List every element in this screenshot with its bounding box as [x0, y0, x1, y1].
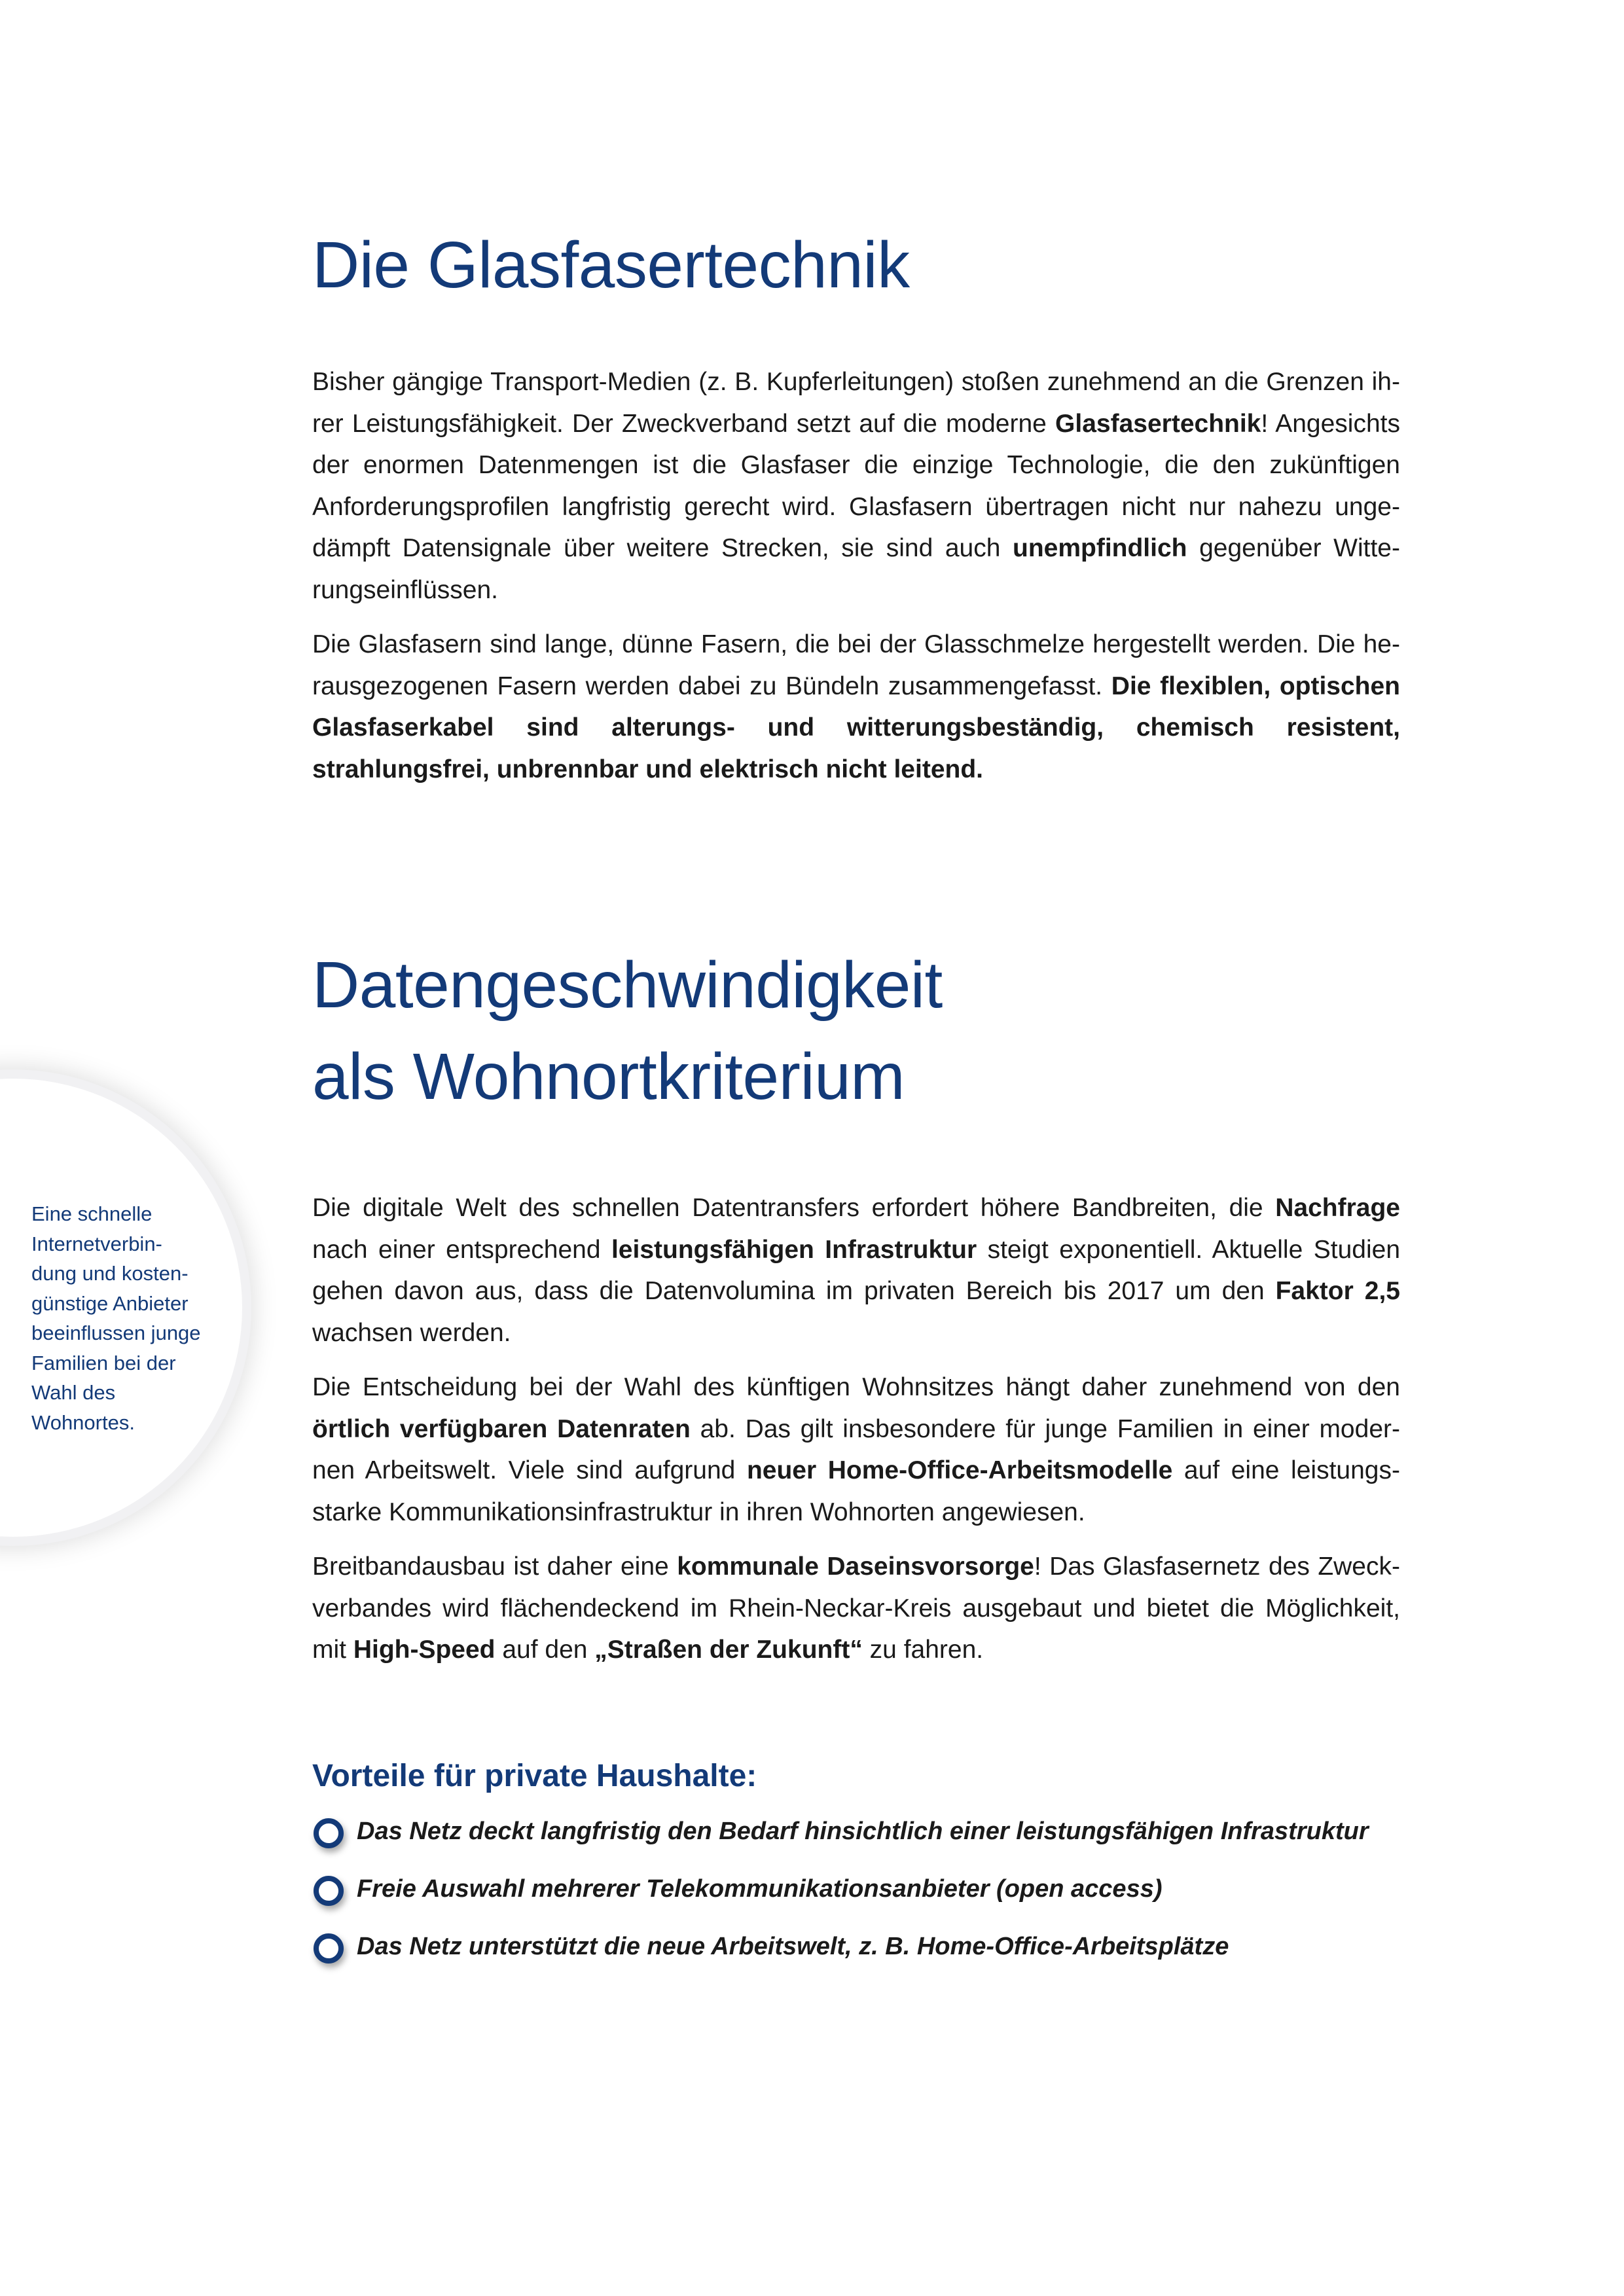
- paragraph-text: Breitbandausbau ist daher eine: [312, 1552, 677, 1581]
- heading-line-2: als Wohnortkriterium: [312, 1040, 905, 1113]
- paragraph-text: ! Angesichts der enormen Datenmengen ist die Glasfaser die einzige Technologie, die den zukünftigen Anforderungsprofilen langfristig gerecht wird. Glasfasern übertragen nicht nur nahezu ungedämpft Datensignale über weitere Strecken, sie sind auch: [312, 409, 1400, 562]
- emphasis-text: „Straßen der Zukunft“: [594, 1636, 863, 1664]
- emphasis-text: kommunale Daseinsvorsorge: [677, 1552, 1034, 1581]
- paragraph-text: Bisher gängige Transport-Medien (z. B. Kupferleitungen) stoßen zunehmend an die Grenzen ihrer Leistungsfähigkeit. Der Zweckverband setzt auf die moderne: [312, 368, 1400, 438]
- body-paragraph: [312, 1187, 1400, 1354]
- paragraph-text: auf den: [495, 1636, 595, 1664]
- callout-line: Familien bei der: [31, 1351, 176, 1374]
- callout-line: Internetverbin-: [31, 1232, 162, 1255]
- paragraph-text: wachsen werden.: [312, 1318, 511, 1347]
- emphasis-text: Die flexiblen, optischen Glasfaserkabel sind alterungs- und witterungsbeständig, chemisch resistent, strahlungsfrei, unbrennbar und elektrisch nicht leitend.: [312, 672, 1400, 783]
- section-glasfasertechnik-heading: [312, 219, 1400, 311]
- benefit-item: [312, 1868, 1400, 1910]
- emphasis-text: örtlich verfügbaren Datenraten: [312, 1414, 691, 1443]
- paragraph-text: Die Entscheidung bei der Wahl des künftigen Wohnsitzes hängt daher zunehmend von den: [312, 1373, 1400, 1401]
- emphasis-text: High-Speed: [353, 1636, 496, 1664]
- body-paragraph: [312, 624, 1400, 790]
- callout-line: günstige Anbieter: [31, 1291, 189, 1315]
- paragraph-text: ab. Das gilt insbesondere für junge Familien in einer modernen Arbeitswelt. Viele sind aufgrund: [312, 1414, 1400, 1484]
- callout-line: beeinflussen junge: [31, 1321, 201, 1344]
- callout-line: dung und kosten-: [31, 1262, 189, 1285]
- benefits-list: [312, 1810, 1400, 1967]
- callout-line: Eine schnelle: [31, 1202, 153, 1225]
- benefit-item: [312, 1926, 1400, 1967]
- benefit-text: Das Netz deckt langfristig den Bedarf hinsichtlich einer leistungsfähigen Infrastruktur: [357, 1818, 1369, 1845]
- circle-bullet-icon: [314, 1818, 344, 1848]
- benefit-text: Das Netz unterstützt die neue Arbeitswelt, z. B. Home-Office-Arbeitsplätze: [357, 1933, 1229, 1960]
- sidebar-callout: [31, 1199, 228, 1437]
- circle-bullet-icon: [314, 1876, 344, 1906]
- section-datengeschwindigkeit-heading: [312, 939, 1400, 1122]
- body-paragraph: [312, 1546, 1400, 1671]
- emphasis-text: neuer Home-Office-Arbeitsmodelle: [746, 1456, 1173, 1484]
- paragraph-text: nach einer entsprechend: [312, 1235, 611, 1264]
- section-glasfasertechnik-body: [312, 361, 1400, 803]
- benefits-section: [312, 1754, 1400, 1983]
- body-paragraph: [312, 1367, 1400, 1533]
- emphasis-text: Nachfrage: [1275, 1194, 1400, 1222]
- paragraph-text: steigt exponentiell. Aktuelle Studien gehen davon aus, dass die Datenvolumina im privaten Bereich bis 2017 um den: [312, 1235, 1401, 1305]
- circle-bullet-icon: [314, 1933, 344, 1964]
- benefit-text: Freie Auswahl mehrerer Telekommunikationsanbieter (open access): [357, 1875, 1163, 1903]
- paragraph-text: gegenüber Witterungseinflüssen.: [312, 534, 1400, 604]
- benefit-item: [312, 1810, 1400, 1852]
- heading-line: Die Glasfasertechnik: [312, 228, 910, 302]
- section-glasfasertechnik-heading-wrap: [312, 219, 1400, 311]
- emphasis-text: Glasfasertechnik: [1055, 409, 1261, 438]
- body-paragraph: [312, 361, 1400, 611]
- benefits-heading: Vorteile für private Haushalte:: [312, 1759, 757, 1793]
- callout-line: Wahl des: [31, 1381, 116, 1404]
- emphasis-text: unempfindlich: [1013, 534, 1187, 562]
- section-datengeschwindigkeit-body: [312, 1187, 1400, 1684]
- heading-line-1: Datengeschwindigkeit: [312, 948, 943, 1022]
- paragraph-text: Die digitale Welt des schnellen Datentransfers erfordert höhere Bandbreiten, die: [312, 1194, 1276, 1222]
- paragraph-text: Die Glasfasern sind lange, dünne Fasern, die bei der Glasschmelze hergestellt werden. Die herausgezogenen Fasern werden dabei zu Bündeln zusammengefasst.: [312, 630, 1400, 700]
- section-datengeschwindigkeit-heading-wrap: [312, 939, 1400, 1122]
- emphasis-text: Faktor 2,5: [1275, 1277, 1400, 1305]
- paragraph-text: zu fahren.: [862, 1636, 984, 1664]
- paragraph-text: ! Das Glasfasernetz des Zweckverbandes wird flächendeckend im Rhein-Neckar-Kreis ausgebaut und bietet die Möglichkeit, mit: [312, 1552, 1400, 1664]
- callout-line: Wohnortes.: [31, 1410, 135, 1434]
- emphasis-text: leistungsfähigen Infrastruktur: [611, 1235, 977, 1264]
- paragraph-text: auf eine leistungsstarke Kommunikationsinfrastruktur in ihren Wohnorten angewiesen.: [312, 1456, 1400, 1526]
